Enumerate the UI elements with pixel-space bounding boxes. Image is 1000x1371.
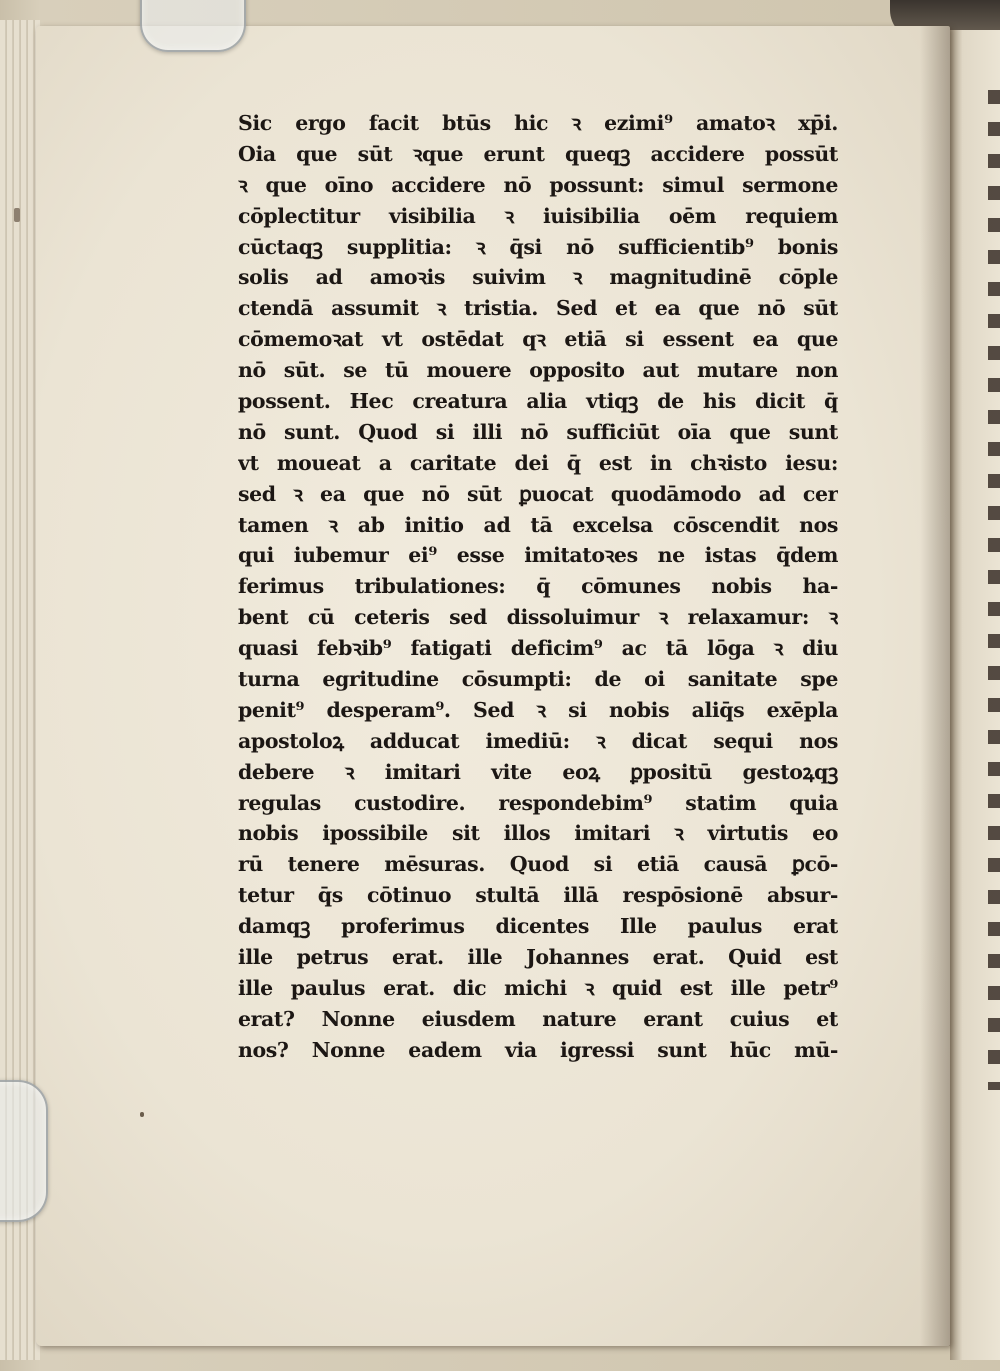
text-block — [238, 108, 838, 1066]
text-line: rū tenere mēsuras. Quod si etiā causā ꝑcō- — [238, 852, 838, 877]
gutter-shadow — [920, 26, 950, 1346]
text-line: solis ad amoꝛis suivim ꝛ magnitudinē cōple — [238, 265, 838, 290]
text-line: debere ꝛ imitari vite eoꝝ ꝑpositū gestoꝝqꝫ — [238, 759, 838, 784]
text-line: ille paulus erat. dic michi ꝛ quid est ille petr⁹ — [238, 975, 838, 1000]
text-line: quasi febꝛib⁹ fatigati deficim⁹ ac tā lōga ꝛ diu — [238, 636, 838, 661]
text-line: possent. Hec creatura alia vtiqꝫ de his dicit q̄ — [238, 389, 838, 414]
text-line: nō sūt. se tū mouere opposito aut mutare non — [238, 358, 838, 383]
text-line: bent cū ceteris sed dissoluimur ꝛ relaxamur: ꝛ — [238, 605, 838, 630]
text-line: damqꝫ proferimus dicentes Ille paulus erat — [238, 914, 838, 939]
text-line: cōmemoꝛat vt ostēdat qꝛ etiā si essent ea que — [238, 327, 838, 352]
text-line: tetur q̄s cōtinuo stultā illā respōsionē absur- — [238, 883, 838, 908]
text-line: nō sunt. Quod si illi nō sufficiūt oīa que sunt — [238, 419, 838, 444]
text-line: Oia que sūt ꝛque erunt queqꝫ accidere possūt — [238, 141, 838, 166]
paper-stain — [140, 1112, 144, 1117]
text-line: erat? Nonne eiusdem nature erant cuius et — [238, 1006, 838, 1031]
text-line: nos? Nonne eadem via igressi sunt hūc mū- — [238, 1037, 838, 1062]
text-line: ctendā assumit ꝛ tristia. Sed et ea que nō sūt — [238, 296, 838, 321]
facing-page-text-edge — [988, 90, 1000, 1090]
text-line: nobis ipossibile sit illos imitari ꝛ virtutis eo — [238, 821, 838, 846]
text-line: vt moueat a caritate dei q̄ est in chꝛisto iesu: — [238, 450, 838, 475]
text-line: apostoloꝝ adducat imediū: ꝛ dicat sequi nos — [238, 728, 838, 753]
text-line: qui iubemur ei⁹ esse imitatoꝛes ne istas q̄dem — [238, 543, 838, 568]
text-line: ille petrus erat. ille Johannes erat. Quid est — [238, 945, 838, 970]
text-line: Sic ergo facit btūs hic ꝛ ezimi⁹ amatoꝛ xp̄i. — [238, 111, 838, 135]
text-line: tamen ꝛ ab initio ad tā excelsa cōscendit nos — [238, 512, 838, 537]
text-line: ꝛ que oīno accidere nō possunt: simul sermone — [238, 172, 838, 197]
text-line: cūctaqꝫ supplitia: ꝛ q̄si nō sufficientib⁹ bonis — [238, 234, 838, 259]
top-page-clip — [140, 0, 246, 52]
margin-mark — [14, 208, 20, 222]
text-line: penit⁹ desperam⁹. Sed ꝛ si nobis aliq̄s exēpla — [238, 697, 838, 722]
text-line: regulas custodire. respondebim⁹ statim quia — [238, 790, 838, 815]
text-line: turna egritudine cōsumpti: de oi sanitate spe — [238, 667, 838, 692]
text-line: cōplectitur visibilia ꝛ iuisibilia oēm requiem — [238, 203, 838, 228]
text-line: ferimus tribulationes: q̄ cōmunes nobis ha- — [238, 574, 838, 599]
text-line: sed ꝛ ea que nō sūt ꝑuocat quodāmodo ad cer — [238, 481, 838, 506]
left-page-clip — [0, 1080, 48, 1222]
